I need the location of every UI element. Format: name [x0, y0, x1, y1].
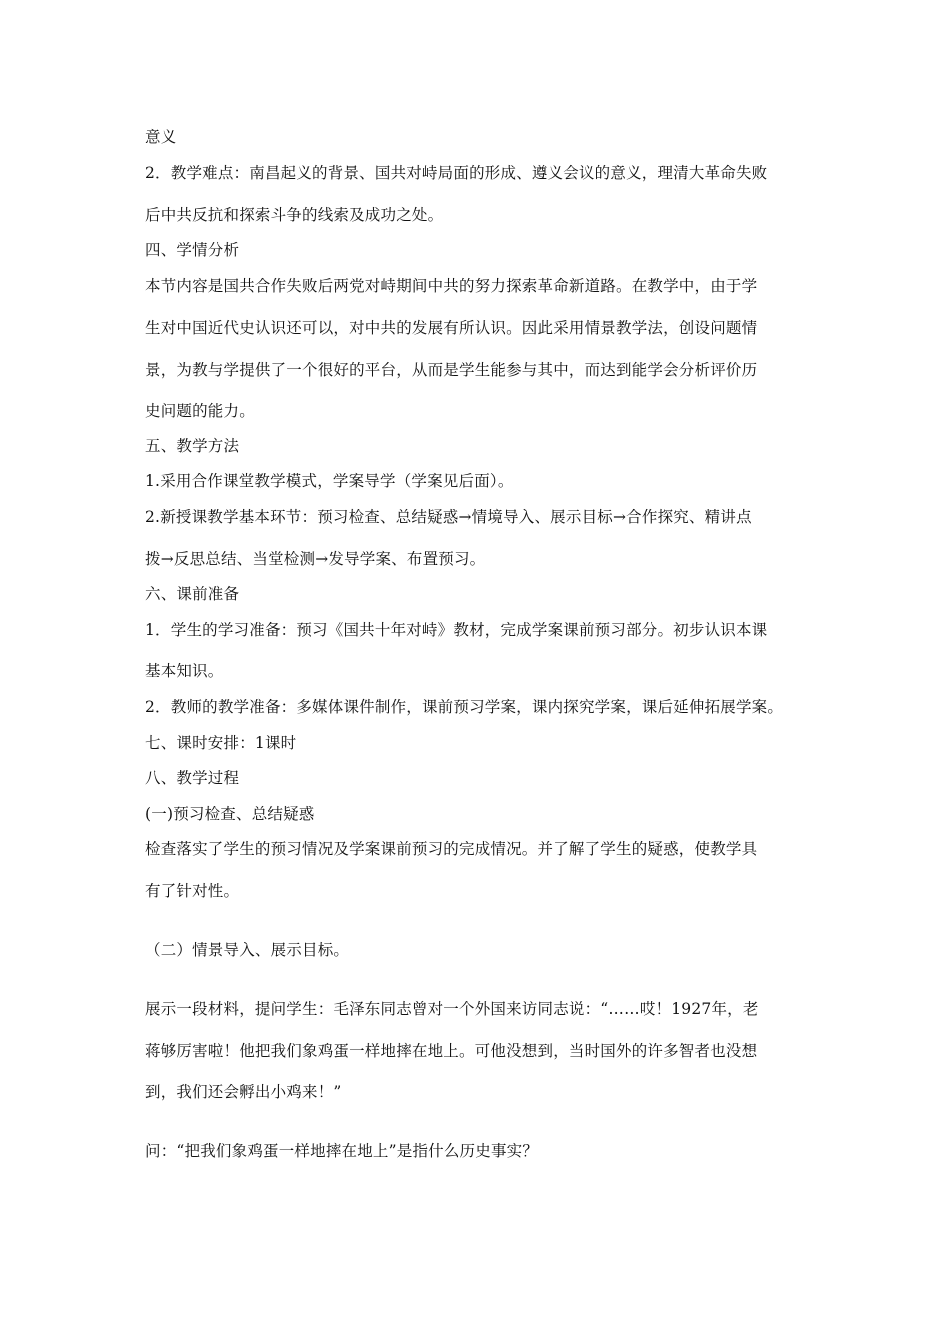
section-heading: 六、课前准备 [145, 585, 240, 603]
text-line: 检查落实了学生的预习情况及学案课前预习的完成情况。并了解了学生的疑惑，使教学具 [145, 840, 758, 858]
text-line: 2．教师的教学准备：多媒体课件制作，课前预习学案，课内探究学案，课后延伸拓展学案。 [145, 698, 784, 716]
subsection-heading: (一)预习检查、总结疑惑 [145, 805, 315, 823]
text-line: 到，我们还会孵出小鸡来！” [145, 1083, 342, 1101]
text-line: 2．教学难点：南昌起义的背景、国共对峙局面的形成、遵义会议的意义，理清大革命失败 [145, 164, 768, 182]
text-line: 展示一段材料，提问学生：毛泽东同志曾对一个外国来访同志说：“……哎！1927年，老 [145, 1000, 759, 1018]
text-line: 1．学生的学习准备：预习《国共十年对峙》教材，完成学案课前预习部分。初步认识本课 [145, 621, 768, 639]
text-line: 史问题的能力。 [145, 402, 255, 420]
text-line: 2.新授课教学基本环节：预习检查、总结疑惑→情境导入、展示目标→合作探究、精讲点 [145, 508, 752, 526]
text-line: 意义 [145, 128, 177, 146]
text-line: 生对中国近代史认识还可以，对中共的发展有所认识。因此采用情景教学法，创设问题情 [145, 319, 758, 337]
section-heading: 七、课时安排：1课时 [145, 734, 297, 752]
question-line: 问：“把我们象鸡蛋一样地摔在地上”是指什么历史事实？ [145, 1142, 539, 1160]
subsection-heading: （二）情景导入、展示目标。 [145, 941, 350, 959]
section-heading: 五、教学方法 [145, 437, 240, 455]
text-line: 景，为教与学提供了一个很好的平台，从而是学生能参与其中，而达到能学会分析评价历 [145, 361, 758, 379]
text-line: 1.采用合作课堂教学模式，学案导学（学案见后面）。 [145, 472, 514, 490]
text-line: 后中共反抗和探索斗争的线索及成功之处。 [145, 206, 444, 224]
section-heading: 八、教学过程 [145, 769, 240, 787]
text-line: 本节内容是国共合作失败后两党对峙期间中共的努力探索革命新道路。在教学中，由于学 [145, 277, 758, 295]
text-line: 蒋够厉害啦！他把我们象鸡蛋一样地摔在地上。可他没想到，当时国外的许多智者也没想 [145, 1042, 758, 1060]
section-heading: 四、学情分析 [145, 241, 240, 259]
text-line: 基本知识。 [145, 662, 224, 680]
text-line: 有了针对性。 [145, 882, 240, 900]
text-line: 拨→反思总结、当堂检测→发导学案、布置预习。 [145, 550, 486, 568]
